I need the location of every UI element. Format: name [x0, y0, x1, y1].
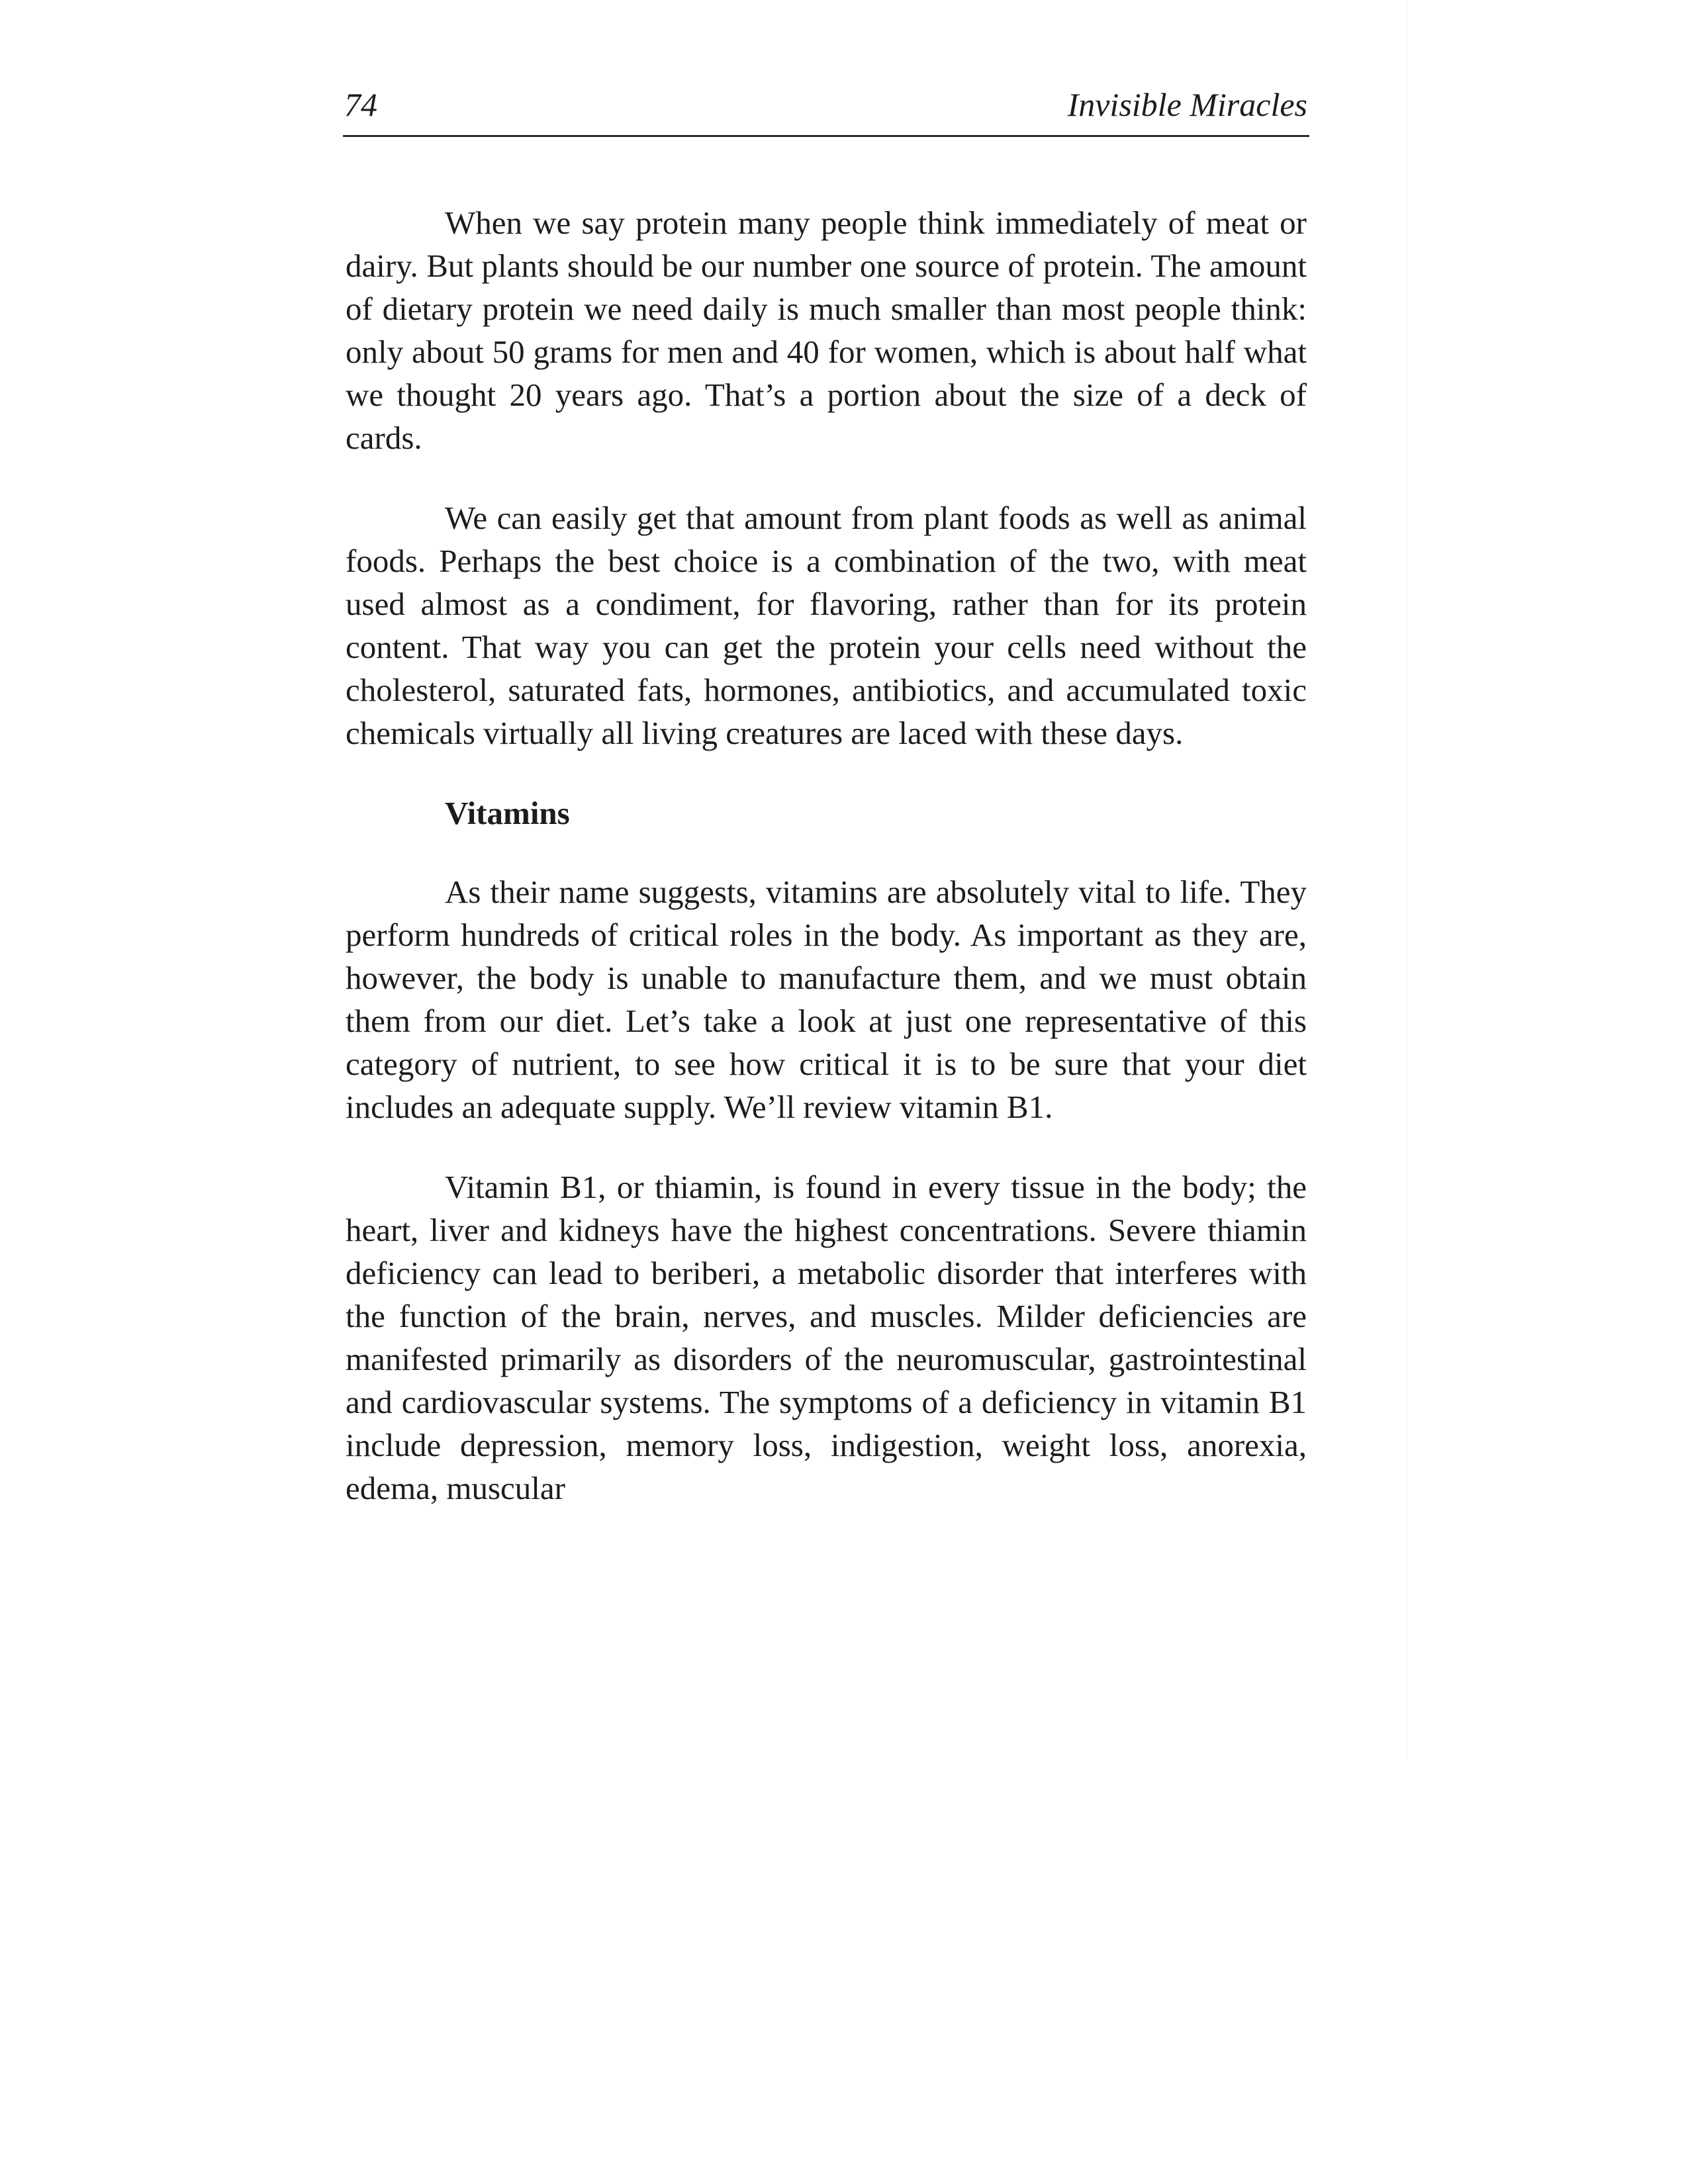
header-rule	[343, 135, 1309, 137]
running-title: Invisible Miracles	[1067, 86, 1307, 123]
body-text	[346, 201, 1307, 1547]
paragraph-plant-animal-foods: We can easily get that amount from plant foods as well as animal foods. Perhaps the best choice is a combination of the two, with meat used almost as a condiment, for flavoring, rather than for its protein content. That way you can get the protein your cells need without the cholesterol, saturated fats, hormones, antibiotics, and accumulated toxic chemicals virtually all living creatures are laced with these days.	[346, 500, 1307, 751]
paragraph-vitamins-intro: As their name suggests, vitamins are absolutely vital to life. They perform hundreds of critical roles in the body. As important as they are, however, the body is unable to manufacture them, and we must obtain them from our diet. Let’s take a look at just one representative of this category of nutrient, to see how critical it is to be sure that your diet includes an adequate supply. We’ll review vitamin B1.	[346, 874, 1307, 1125]
paragraph-vitamin-b1: Vitamin B1, or thiamin, is found in every tissue in the body; the heart, liver and kidneys have the highest concentrations. Severe thiamin deficiency can lead to beriberi, a metabolic disorder that interferes with the function of the brain, nerves, and muscles. Milder deficiencies are manifested primarily as disorders of the neuromuscular, gastrointestinal and cardiovascular systems. The symptoms of a deficiency in vitamin B1 include depression, memory loss, indigestion, weight loss, anorexia, edema, muscular	[346, 1169, 1307, 1506]
running-head	[344, 78, 1307, 131]
page-number: 74	[344, 86, 377, 123]
section-heading-vitamins: Vitamins	[445, 795, 570, 831]
paragraph-protein-intake: When we say protein many people think immediately of meat or dairy. But plants should be our number one source of protein. The amount of dietary protein we need daily is much smaller than most people think: only about 50 grams for men and 40 for women, which is about half what we thought 20 years ago. That’s a portion about the size of a deck of cards.	[346, 205, 1307, 456]
